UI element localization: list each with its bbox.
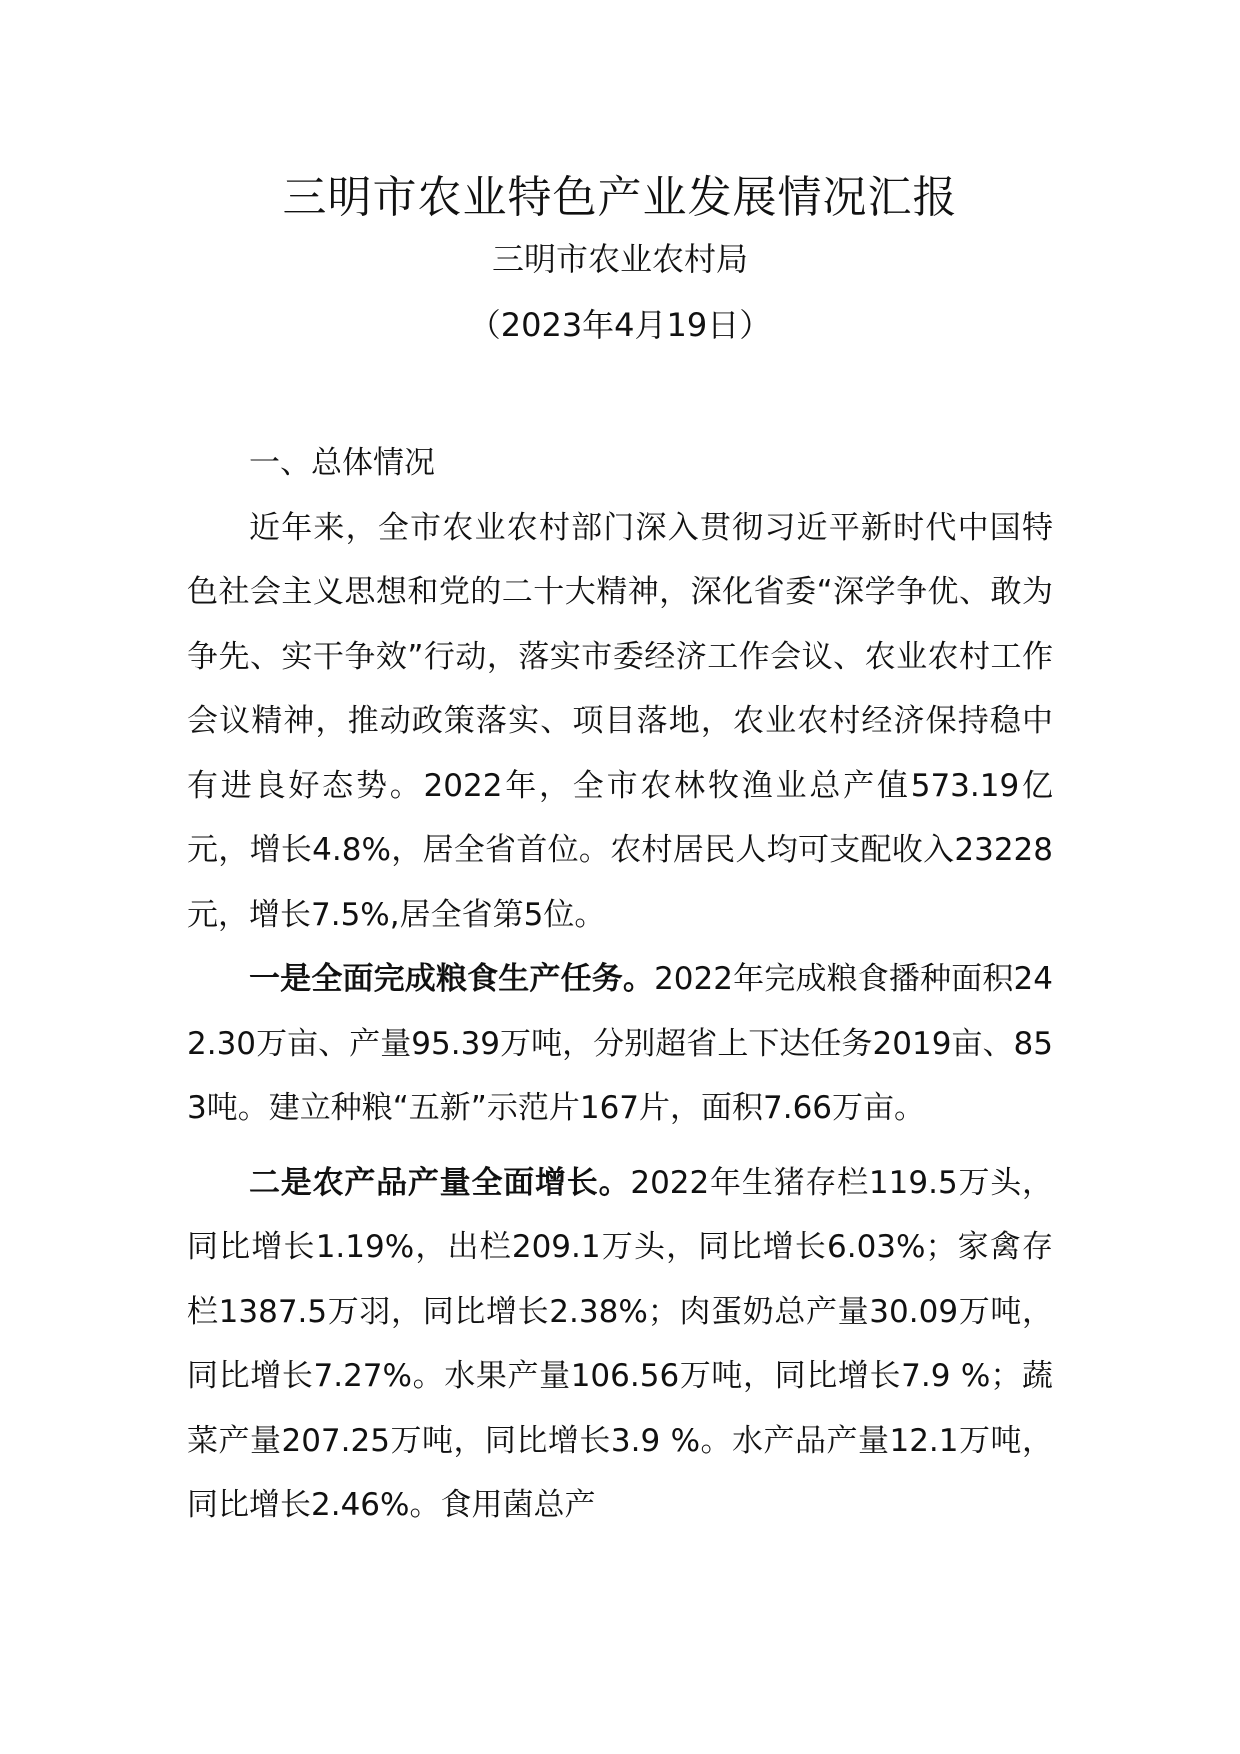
document-title: 三明市农业特色产业发展情况汇报 [282, 172, 958, 223]
output-paragraph [187, 1151, 1053, 1538]
output-text: 2022年生猪存栏119.5万头，同比增长1.19%，出栏209.1万头，同比增长6.03%；家禽存栏1387.5万羽，同比增长2.38%；肉蛋奶总产量30.09万吨，同比增长7.27%。水果产量106.56万吨，同比增长7.9 %；蔬菜产量207.25万吨，同比增长3.9 %。水产品产量12.1万吨，同比增长2.46%。食用菌总产 [187, 1164, 1054, 1523]
grain-paragraph [187, 947, 1053, 1141]
issuer-name: 三明市农业农村局 [491, 240, 748, 278]
report-date: （2023年4月19日） [468, 306, 772, 344]
document-body [187, 431, 1053, 1538]
overview-paragraph: 近年来，全市农业农村部门深入贯彻习近平新时代中国特色社会主义思想和党的二十大精神，深化省委“深学争优、敢为争先、实干争效”行动，落实市委经济工作会议、农业农村工作会议精神，推动政策落实、项目落地，农业农村经济保持稳中有进良好态势。2022年，全市农林牧渔业总产值573.19亿元，增长4.8%，居全省首位。农村居民人均可支配收入23228元，增长7.5%,居全省第5位。 [187, 509, 1053, 933]
grain-text: 2022年完成粮食播种面积242.30万亩、产量95.39万吨，分别超省上下达任务2019亩、853吨。建立种粮“五新”示范片167片，面积7.66万亩。 [187, 961, 1054, 1126]
section-heading: 一、总体情况 [249, 445, 435, 481]
grain-lead: 一是全面完成粮食生产任务。 [249, 961, 655, 997]
output-lead: 二是农产品产量全面增长。 [249, 1164, 631, 1201]
